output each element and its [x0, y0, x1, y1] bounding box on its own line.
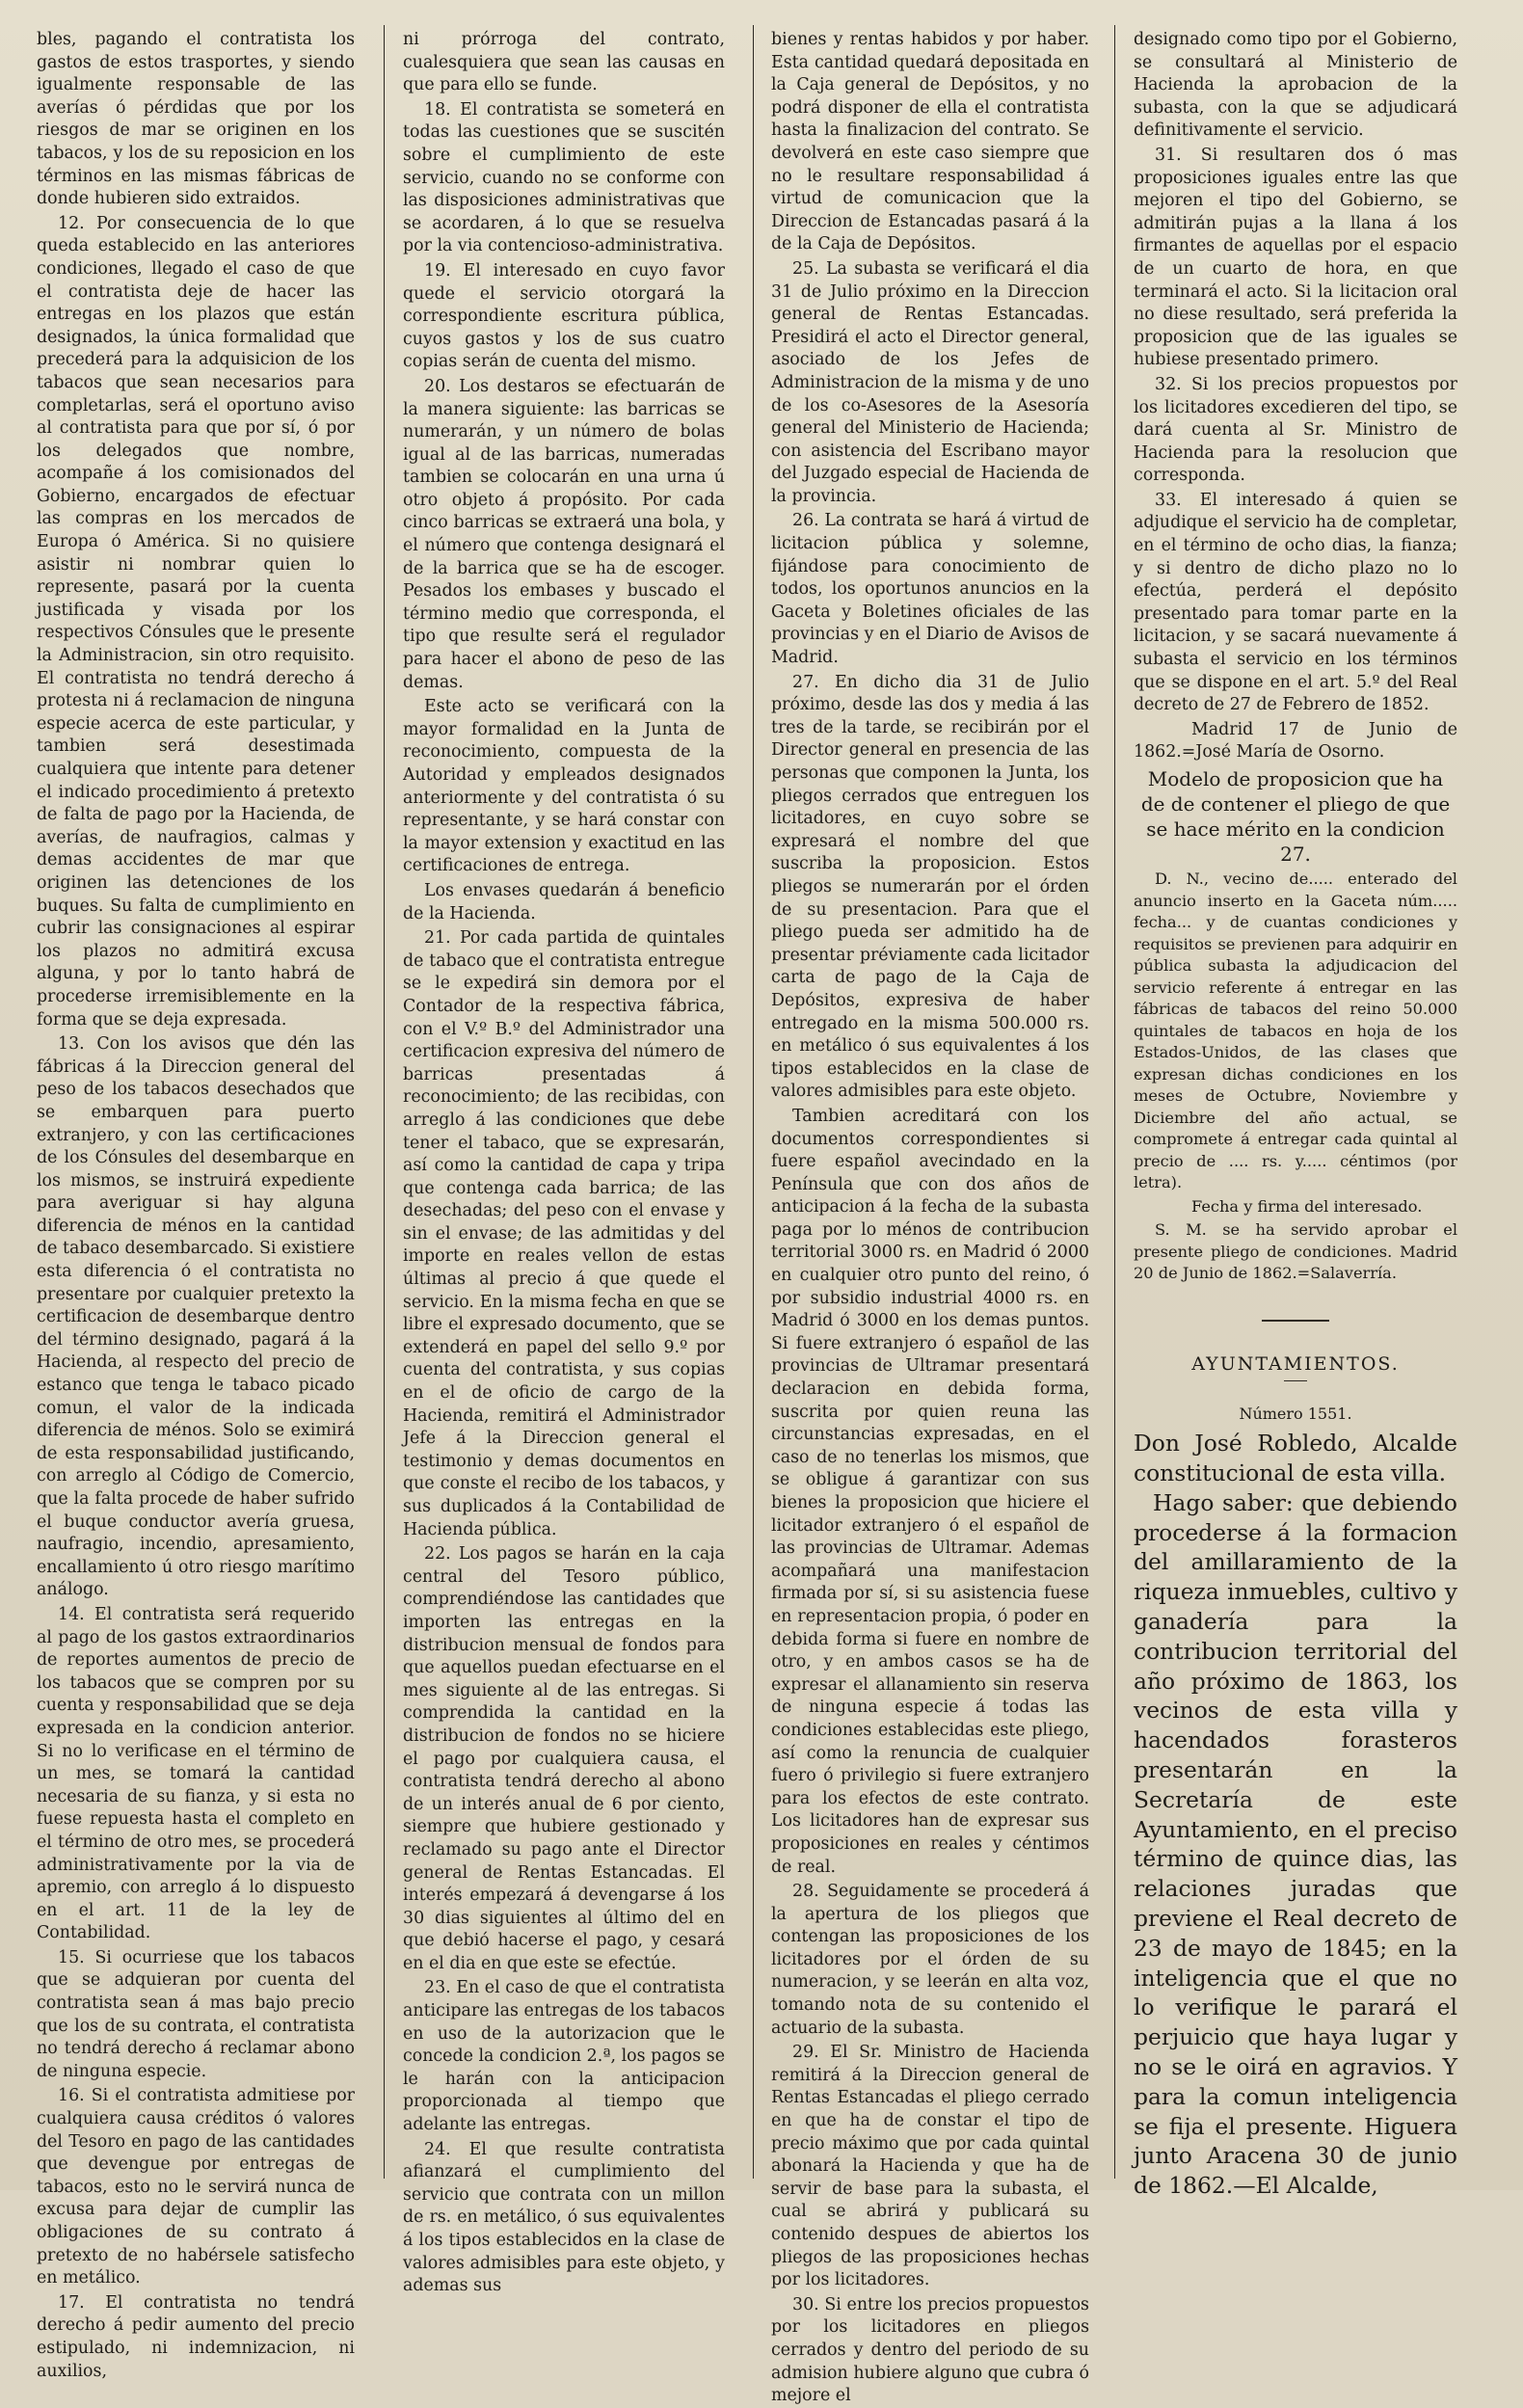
condition-12: 12. Por consecuencia de lo que queda establecido en las anteriores condiciones, llegado el caso de que el contratista deje de hacer las entregas en los plazos que están designados, la única formalidad que precederá para la adquisicion de los tabacos que sean necesarios para completarlas, será el oportuno aviso al contratista para que por sí, ó por los delegados que nombre, acompañe á los comisionados del Gobierno, encargados de efectuar las compras en los mercados de Europa ó América. Si no quisiere asistir ni nombrar quien lo represente, pasará por la cuenta justificada y visada por los respectivos Cónsules que le presente la Administracion, sin otro requisito. El contratista no tendrá derecho á protesta ni á reclamacion de ninguna especie acerca de este particular, y tambien será desestimada cualquiera que intente para detener el indicado procedimiento á pretexto de falta de pago por la Hacienda, de averías, de naufragios, calmas y demas accidentes de mar que originen las detenciones de los buques. Su falta de cumplimiento en cubrir las consignaciones al espirar los plazos no admitirá excusa alguna, y por lo tanto habrá de procederse irremisiblemente en la forma que se deja expresada. [37, 213, 355, 1030]
condition-26: 26. La contrata se hará á virtud de licitacion pública y solemne, fijándose para conocimiento de todos, los oportunos anuncios en la Gaceta y Boletines oficiales de las provincias y en el Diario de Avisos de Madrid. [771, 511, 1089, 668]
paragraph-continued: ni prórroga del contrato, cualesquiera que sean las causas en que para ello se funde. [403, 30, 725, 95]
condition-33: 33. El interesado á quien se adjudique el servicio ha de completar, en el término de ocho dias, la fianza; y si dentro de dicho plazo no lo efectúa, perderá el depósito presentado para tomar parte en la licitacion, y se sacará nuevamente á subasta el servicio en los términos que se dispone en el art. 5.º del Real decreto de 27 de Febrero de 1852. [1134, 490, 1457, 715]
condition-27: 27. En dicho dia 31 de Julio próximo, desde las dos y media á las tres de la tarde, se recibirán por el Director general en presencia de las personas que componen la Junta, los pliegos cerrados que entreguen los licitadores, en cuyo sobre se expresará el nombre del que suscriba la proposicion. Estos pliegos se numerarán por el órden de su presentacion. Para que el pliego pueda ser admitido ha de presentar préviamente cada licitador carta de pago de la Caja de Depósitos, expresiva de haber entregado en la misma 500.000 rs. en metálico ó sus equivalentes á los tipos establecidos en la clase de valores admisibles para este objeto. [771, 672, 1089, 1102]
section-divider [1134, 1310, 1457, 1333]
section-title: AYUNTAMIENTOS. [1191, 1353, 1400, 1376]
notice-body: Hago saber: que debiendo procederse á la formacion del amillaramiento de la riqueza inmuebles, cultivo y ganadería para la contribucion territorial del año próximo de 1863, los vecinos de esta villa y hacendados forasteros presentarán en la Secretaría de este Ayuntamiento, en el preciso término de quince dias, las relaciones juradas que previene el Real decreto de 23 de mayo de 1845; en la inteligencia que el que no lo verifique le parará el perjuicio que haya lugar y no se le oirá en agravios. Y para la comun inteligencia se fija el presente. Higuera junto Aracena 30 de junio de 1862.—El Alcalde, [1134, 1488, 1457, 2200]
condition-25: 25. La subasta se verificará el dia 31 de Julio próximo en la Direccion general de Rentas Estancadas. Presidirá el acto el Director general, asociado de los Jefes de Administracion de la misma y de uno de los co-Asesores de la Asesoría general del Ministerio de Hacienda; con asistencia del Escribano mayor del Juzgado especial de Hacienda de la provincia. [771, 258, 1089, 506]
paragraph-continued: bles, pagando el contratista los gastos de estos trasportes, y siendo igualmente responsable de las averías ó pérdidas que por los riesgos de mar se originen en los tabacos, y los de su reposicion en los términos en las mismas fábricas de donde hubieren sido extraidos. [37, 30, 355, 209]
column-3 [771, 29, 1089, 2406]
signature-osorno: Madrid 17 de Junio de 1862.=José María de Osorno. [1134, 719, 1457, 763]
approval-note: S. M. se ha servido aprobar el presente pliego de condiciones. Madrid 20 de Junio de 1862.=Salaverría. [1134, 1220, 1457, 1282]
model-signature-line: Fecha y firma del interesado. [1191, 1196, 1423, 1216]
condition-19: 19. El interesado en cuyo favor quede el servicio otorgará la correspondiente escritura pública, cuyos gastos y los de sus cuatro copias serán de cuenta del mismo. [403, 260, 725, 372]
paragraph-continued: bienes y rentas habidos y por haber. Esta cantidad quedará depositada en la Caja general de Depósitos, y no podrá disponer de ella el contratista hasta la finalizacion del contrato. Se devolverá en este caso siempre que no le resultare responsabilidad á virtud de comunicacion que la Direccion de Estancadas pasará á la de la Caja de Depósitos. [771, 30, 1089, 254]
column-rule [753, 25, 754, 2179]
title-underline [1284, 1380, 1307, 1381]
condition-32: 32. Si los precios propuestos por los licitadores excedieren del tipo, se dará cuenta al Sr. Ministro de Hacienda para la resolucion que corresponda. [1134, 374, 1457, 486]
alcalde-title: Don José Robledo, Alcalde constitucional de esta villa. [1134, 1430, 1457, 1487]
paragraph-continued: designado como tipo por el Gobierno, se consultará al Ministerio de Hacienda la aprobacion de la subasta, con la que se adjudicará definitivamente el servicio. [1134, 30, 1457, 141]
condition-17: 17. El contratista no tendrá derecho á pedir aumento del precio estipulado, ni indemnizacion, ni auxilios, [37, 2292, 355, 2381]
municipal-notice [1134, 1429, 1457, 2201]
condition-23: 23. En el caso de que el contratista anticipare las entregas de los tabacos en uso de la autorizacion que le concede la condicion 2.ª, los pagos se le harán con la anticipacion proporcionada al tiempo que adelante las entregas. [403, 1978, 725, 2135]
condition-24: 24. El que resulte contratista afianzará el cumplimiento del servicio que contrata con un millon de rs. en metálico, ó sus equivalentes á los tipos establecidos en la clase de valores admisibles para este objeto, y ademas sus [403, 2139, 725, 2296]
model-text: D. N., vecino de..... enterado del anuncio inserto en la Gaceta núm..... fecha... y de cuantas condiciones y requisitos se previenen para adquirir en pública subasta la adjudicacion del servicio referente á entregar en las fábricas de tabacos del reino 50.000 quintales de tabacos en hoja de los Estados-Unidos, de las clases que expresan dichas condiciones en los meses de Octubre, Noviembre y Diciembre del año actual, se compromete á entregar cada quintal al precio de .... rs. y..... céntimos (por letra). [1134, 870, 1457, 1191]
condition-29: 29. El Sr. Ministro de Hacienda remitirá á la Direccion general de Rentas Estancadas el pliego cerrado en que ha de constar el tipo de precio máximo que por cada quintal abonará la Hacienda y que ha de servir de base para la subasta, el cual se abrirá y publicará su contenido despues de abiertos los pliegos de las proposiciones hechas por los licitadores. [771, 2043, 1089, 2290]
column-2 [403, 29, 725, 2296]
condition-28: 28. Seguidamente se procederá á la apertura de los pliegos que contengan las proposiciones de los licitadores por el órden de su numeracion, y se leerán en alta voz, tomando nota de su contenido el actuario de la subasta. [771, 1882, 1089, 2038]
column-rule [384, 25, 385, 2179]
condition-15: 15. Si ocurriese que los tabacos que se adquieran por cuenta del contratista sean á mas bajo precio que los de su contrata, el contratista no tendrá derecho á reclamar abono de ninguna especie. [37, 1947, 355, 2081]
condition-31: 31. Si resultaren dos ó mas proposiciones iguales entre las que mejoren el tipo del Gobierno, se admitirán pujas a la llana á los firmantes de aquellas por el espacio de un cuarto de hora, en que terminará el acto. Si la licitacion oral no diese resultado, será preferida la proposicion que de las iguales se hubiese presentado primero. [1134, 145, 1457, 370]
condition-13: 13. Con los avisos que dén las fábricas á la Direccion general del peso de los tabacos desechados que se embarquen para puerto extranjero, y con las certificaciones de los Cónsules del desembarque en los mismos, se instruirá expediente para averiguar si hay alguna diferencia de ménos en la cantidad de tabaco desembarcado. Si existiere esta diferencia ó el contratista no presentare por cualquier pretexto la certificacion de desembarque dentro del término designado, pagará á la Hacienda, al respecto del precio de estanco que tenga le tabaco picado comun, el valor de la indicada diferencia de ménos. Solo se eximirá de esta responsabilidad justificando, con arreglo al Código de Comercio, que la falta procede de haber sufrido el buque conductor avería gruesa, naufragio, incendio, apresamiento, encallamiento ú otro riesgo marítimo análogo. [37, 1034, 355, 1600]
condition-16: 16. Si el contratista admitiese por cualquiera causa créditos ó valores del Tesoro en pago de las cantidades que devengue por entregas de tabacos, esto no le servirá nunca de excusa para dejar de cumplir las obligaciones de su contrato á pretexto de no habérsele satisfecho en metálico. [37, 2086, 355, 2288]
column-rule [1114, 25, 1115, 2179]
condition-18: 18. El contratista se someterá en todas las cuestiones que se suscitén sobre el cumplimiento de este servicio, cuando no se conforme con las disposiciones administrativas que se acordaren, á lo que se resuelva por la via contencioso-administrativa. [403, 99, 725, 256]
condition-20: 20. Los destaros se efectuarán de la manera siguiente: las barricas se numerarán, y un número de bolas igual al de las barricas, numeradas tambien se colocarán en una urna ú otro objeto á propósito. Por cada cinco barricas se extraerá una bola, y el número que contenga designará el de la barrica que se ha de escoger. Pesados los embases y buscado el término medio que corresponda, el tipo que resulte será el regulador para hacer el abono de peso de las demas. [403, 376, 725, 692]
model-proposal [1134, 869, 1457, 1285]
condition-30: 30. Si entre los precios propuestos por los licitadores en pliegos cerrados y dentro del periodo de su admision hubiere alguno que cubra ó mejore el [771, 2294, 1089, 2406]
condition-14: 14. El contratista será requerido al pago de los gastos extraordinarios de reportes aumentos de precio de los tabacos que se compren por su cuenta y responsabilidad que se deja expresada en la condicion anterior. Si no lo verificase en el término de un mes, se tomará la cantidad necesaria de su fianza, y si esta no fuese repuesta hasta el completo en el término de otro mes, se procederá administrativamente por la via de apremio, con arreglo á lo dispuesto en el art. 11 de la ley de Contabilidad. [37, 1604, 355, 1943]
condition-20-envases: Los envases quedarán á beneficio de la Hacienda. [403, 880, 725, 923]
column-1 [37, 29, 355, 2381]
notice-number: Número 1551. [1239, 1404, 1352, 1423]
column-4 [1134, 29, 1457, 2200]
condition-27-cont: Tambien acreditará con los documentos correspondientes si fuere español avecindado en la Península que con dos años de anticipacion á la fecha de la subasta paga por lo ménos de contribucion territorial 3000 rs. en Madrid ó 2000 en cualquier otro punto del reino, ó por subsidio industrial 4000 rs. en Madrid ó 3000 en los demas puntos. Si fuere extranjero ó español de las provincias de Ultramar presentará declaracion en debida forma, suscrita por quien reuna las circunstancias expresadas, en el caso de no tenerlas los mismos, que se obligue á garantizar con sus bienes la proposicion que hiciere el licitador extranjero ó el español de las provincias de Ultramar. Ademas acompañará una manifestacion firmada por sí, si su asistencia fuese en representacion propia, ó poder en debida forma si fuere en nombre de otro, y en ambos casos se ha de expresar el allanamiento sin reserva de ninguna especie á todas las condiciones establecidas este pliego, así como la renuncia de cualquier fuero ó privilegio si fuere extranjero para los efectos de este contrato. Los licitadores han de expresar sus proposiciones en reales y céntimos de real. [771, 1106, 1089, 1877]
model-heading: Modelo de proposicion que ha de de contener el pliego de que se hace mérito en la condicion 27. [1140, 767, 1451, 866]
condition-21: 21. Por cada partida de quintales de tabaco que el contratista entregue se le expedirá sin demora por el Contador de la respectiva fábrica, con el V.º B.º del Administrador una certificacion expresiva del número de barricas presentadas á reconocimiento; de las recibidas, con arreglo á las condiciones que debe tener el tabaco, que se expresarán, así como la cantidad de capa y tripa que contenga cada barrica; de las desechadas; del peso con el envase y sin el envase; de las admitidas y del importe en reales vellon de estas últimas al precio á que quede el servicio. En la misma fecha en que se libre el expresado documento, que se extenderá en papel del sello 9.º por cuenta del contratista, y sus copias en el de oficio de cargo de la Hacienda, remitirá el Administrador Jefe á la Direccion general el testimonio y demas documentos en que conste el recibo de los tabacos, y sus duplicados á la Contabilidad de Hacienda pública. [403, 928, 725, 1539]
condition-20-cont: Este acto se verificará con la mayor formalidad en la Junta de reconocimiento, compuesta de la Autoridad y empleados designados anteriormente y del contratista ó su representante, y se hará constar con la mayor extension y exactitud en las certificaciones de entrega. [403, 697, 725, 876]
condition-22: 22. Los pagos se harán en la caja central del Tesoro público, comprendiéndose las cantidades que importen las entregas en la distribucion mensual de fondos para que aquellos puedan efectuarse en el mes siguiente al de las entregas. Si comprendida la cantidad en la distribucion de fondos no se hiciere el pago por cualquiera causa, el contratista tendrá derecho al abono de un interés anual de 6 por ciento, siempre que hubiere gestionado y reclamado su pago ante el Director general de Rentas Estancadas. El interés empezará á devengarse á los 30 dias siguientes al último del en que debió hacerse el pago, y cesará en el dia en que este se efectúe. [403, 1544, 725, 1973]
